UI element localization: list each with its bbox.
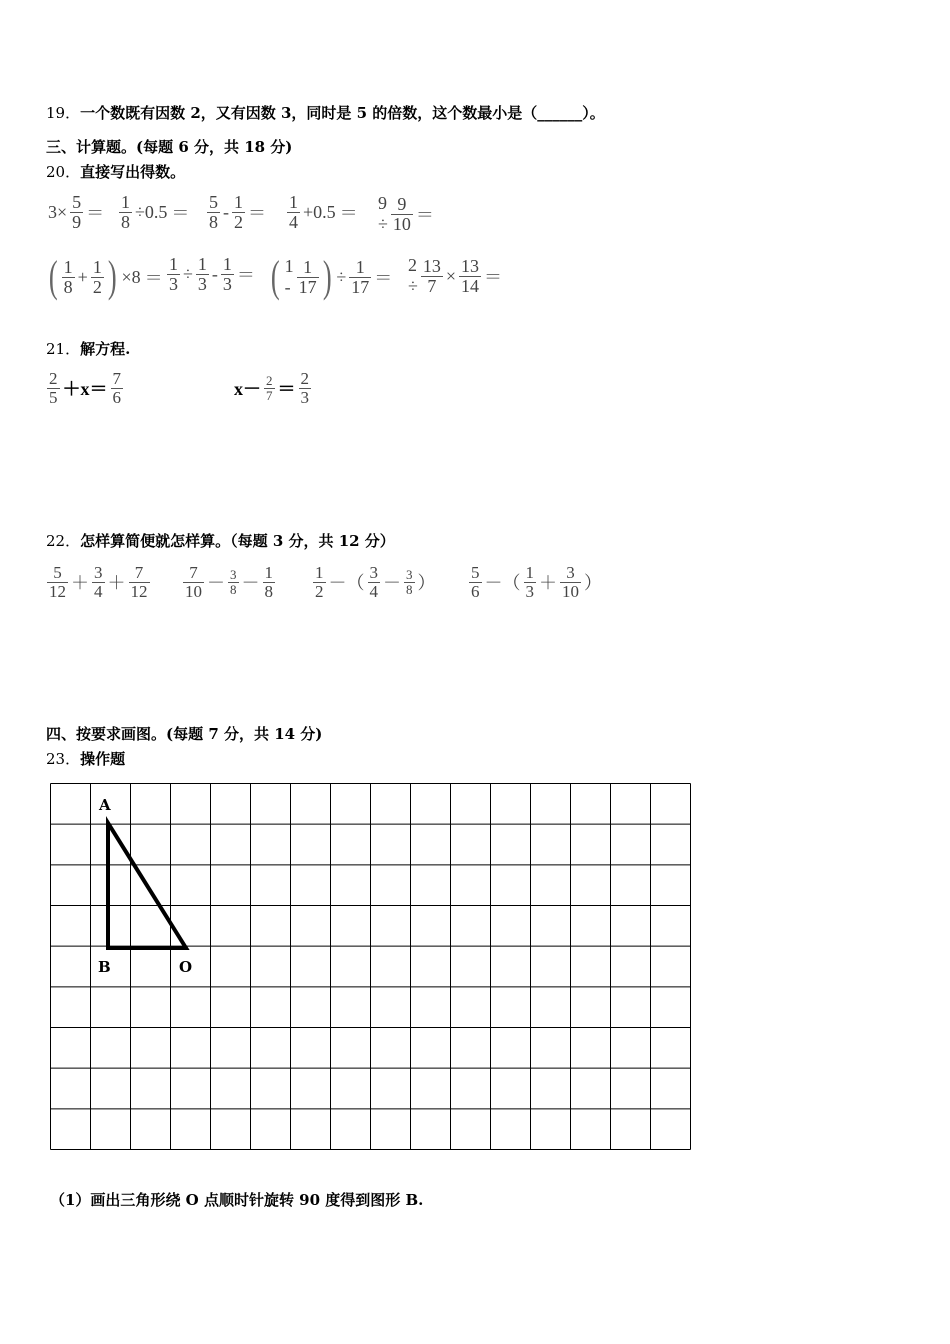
q21: [46, 338, 130, 359]
question-text: 直接写出得数。: [80, 163, 186, 181]
sub-question-1: （1）画出三角形绕 O 点顺时针旋转 90 度得到图形 B.: [50, 1191, 424, 1209]
expr: 9 ÷ $\frac{9}{10}$ ＝: [378, 193, 434, 234]
question-number: 20．: [46, 163, 81, 181]
q23: [46, 748, 125, 769]
expr: ( $\frac{1}{8}$ + $\frac{1}{2}$ ) ×8 ＝: [48, 252, 163, 301]
question-text: 操作题: [80, 750, 126, 768]
section-title: 三、计算题。(每题 6 分，共 18 分): [46, 138, 293, 156]
expr: 3× $\frac{5}{9}$ ＝: [48, 192, 105, 232]
expr: $\frac{5}{8}$ - $\frac{1}{2}$ ＝: [209, 192, 266, 232]
question-number: 21．: [46, 340, 81, 358]
expr: $\frac{1}{8}$ ÷0.5 ＝: [121, 192, 190, 232]
question-text: 怎样算简便就怎样算。（每题 3 分，共 12 分）: [80, 532, 395, 550]
q20: [46, 161, 185, 182]
expr: $\frac{5}{6}$ －（ $\frac{1}{3}$ ＋ $\frac{3}{10}$ ）: [471, 563, 602, 601]
expr: 2 ÷ $\frac{13}{7}$ × $\frac{13}{14}$ ＝: [408, 255, 503, 296]
label-O: O: [179, 958, 193, 976]
triangle: [108, 823, 186, 948]
expr: $\frac{7}{10}$ － $\frac{3}{8}$ － $\frac{1}{8}$: [185, 563, 273, 601]
expr: $\frac{1}{3}$ ÷ $\frac{1}{3}$ - $\frac{1}{3}$ ＝: [169, 254, 255, 294]
label-A: A: [99, 796, 111, 814]
expr: $\frac{5}{12}$ ＋ $\frac{3}{4}$ ＋ $\frac{7}{12}$: [49, 563, 148, 601]
equation-1: $\frac{2}{5}$ ＋x＝ $\frac{7}{6}$: [49, 369, 121, 407]
triangle-figure: [49, 782, 693, 1152]
q22: [46, 530, 395, 551]
expr: $\frac{1}{4}$ +0.5 ＝: [289, 192, 358, 232]
section-title: 四、按要求画图。(每题 7 分，共 14 分): [46, 725, 323, 743]
question-text: 一个数既有因数 2，又有因数 3，同时是 5 的倍数，这个数最小是（______）。: [80, 104, 605, 122]
question-number: 22．: [46, 532, 81, 550]
label-B: B: [98, 958, 111, 976]
q19: [46, 102, 605, 123]
question-text: 解方程.: [80, 340, 131, 358]
equation-2: x－ $\frac{2}{7}$ ＝ $\frac{2}{3}$: [234, 369, 309, 407]
expr: $\frac{1}{2}$ －（ $\frac{3}{4}$ － $\frac{3}{8}$ ）: [315, 563, 436, 601]
expr: ( 1 - $\frac{1}{17}$ ) ÷ $\frac{1}{17}$ ＝: [270, 252, 393, 301]
question-number: 19．: [46, 104, 81, 122]
question-number: 23．: [46, 750, 81, 768]
